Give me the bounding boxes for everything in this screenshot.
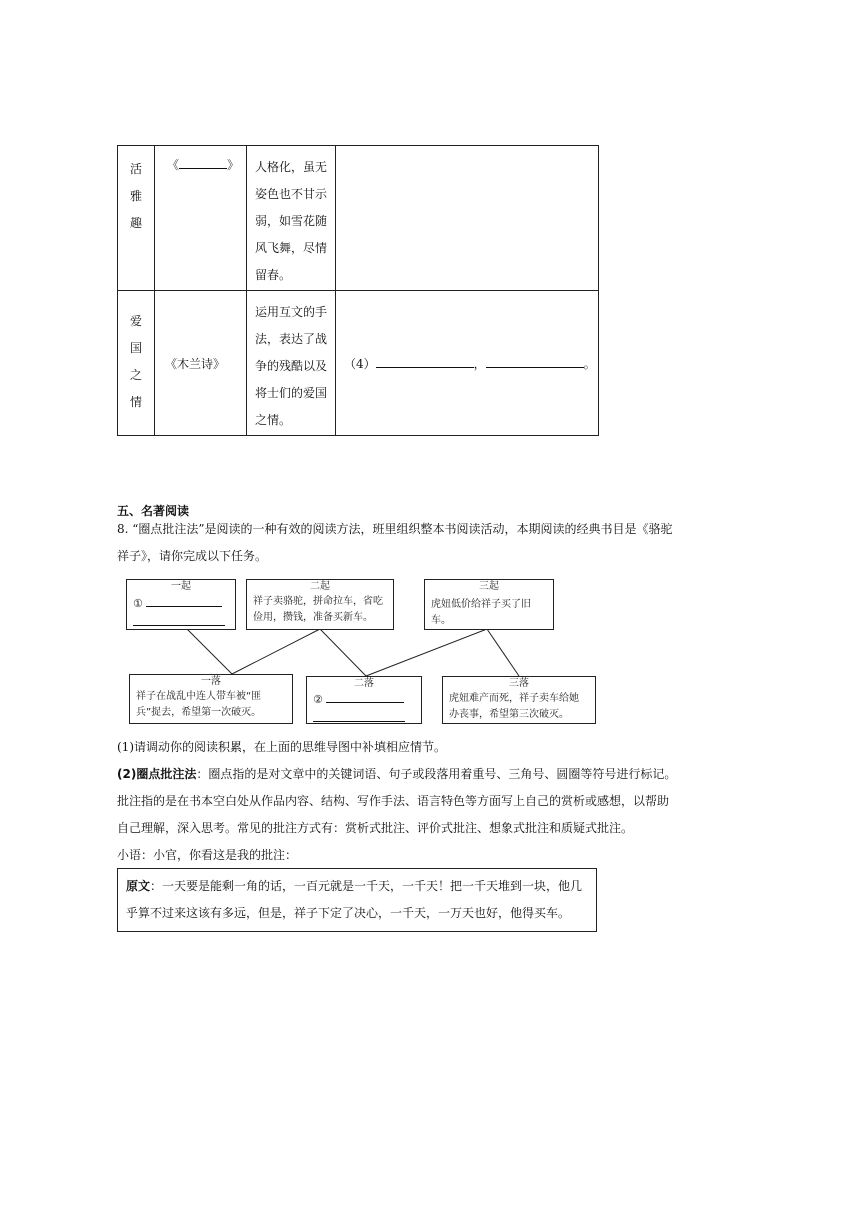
theme-char: 活 <box>129 162 142 176</box>
box-title: 二落 <box>354 678 374 689</box>
desc-line: 法，表达了战 <box>255 332 328 346</box>
question-line: 8. “圈点批注法”是阅读的一种有效的阅读方法，班里组织整本书阅读活动，本期阅读的经典书目是《骆驼 <box>117 522 673 536</box>
mindmap-box-up2 <box>246 579 394 630</box>
task-2-line: 批注指的是在书本空白处从作品内容、结构、写作手法、语言特色等方面写上自己的赏析或感想，以帮助 <box>117 794 670 808</box>
task-2-heading: (2)圈点批注法 <box>117 767 197 781</box>
blank-number: ① <box>133 597 143 610</box>
quote-line: 乎算不过来这该有多远，但是，祥子下定了决心，一千天，一万天也好，他得买车。 <box>126 906 571 920</box>
task-text <box>117 734 717 869</box>
box-title: 三落 <box>509 678 529 689</box>
plot-blank-2a[interactable] <box>326 691 404 703</box>
dialogue-line: 小语：小官，你看这是我的批注： <box>117 848 298 862</box>
mindmap-box-up1 <box>126 579 236 630</box>
plot-blank-1a[interactable] <box>146 595 222 607</box>
task-2-line <box>117 761 717 788</box>
question-line: 祥子》，请你完成以下任务。 <box>117 549 268 563</box>
plot-blank-2b[interactable] <box>313 710 405 722</box>
box-line: 虎妞难产而死，祥子卖车给她 <box>449 693 579 704</box>
theme-char: 爱 <box>129 314 142 328</box>
desc-line: 弱，如雪花随 <box>255 214 328 228</box>
mindmap-box-up3 <box>424 579 554 630</box>
theme-char: 雅 <box>129 189 142 203</box>
box-line: 俭用，攒钱，准备买新车。 <box>253 612 373 623</box>
mindmap-box-down2 <box>306 676 422 724</box>
desc-line: 风飞舞，尽情 <box>255 241 328 255</box>
quote-text: 一天要是能剩一角的话，一百元就是一千天，一千天！把一千天堆到一块，他几 <box>162 879 583 893</box>
desc-line: 争的残酷以及 <box>255 359 328 373</box>
desc-line: 之情。 <box>255 413 292 427</box>
section-title: 五、名著阅读 <box>117 504 190 518</box>
box-title: 一落 <box>201 676 221 687</box>
box-line: 兵”捉去，希望第一次破灭。 <box>136 707 262 718</box>
desc-line: 留春。 <box>255 268 292 282</box>
desc-line: 将士们的爱国 <box>255 386 328 400</box>
desc-line: 运用互文的手 <box>255 305 328 319</box>
theme-char: 国 <box>129 341 142 355</box>
theme-char: 之 <box>129 368 142 382</box>
box-line: 虎妞低价给祥子买了旧车。 <box>431 599 531 626</box>
quote-box <box>117 868 597 932</box>
answer-end: 。 <box>583 356 596 371</box>
answer-separator: ， <box>473 356 486 371</box>
title-open-bracket: 《 <box>167 158 180 172</box>
mindmap-box-down1 <box>129 674 293 724</box>
quote-colon: ： <box>150 879 163 893</box>
box-title: 二起 <box>310 581 330 592</box>
quote-label: 原文 <box>126 879 151 893</box>
book-title: 《木兰诗》 <box>165 356 226 371</box>
task-2-text: ：圈点指的是对文章中的关键词语、句子或段落用着重号、三角号、圆圈等符号进行标记。 <box>196 767 677 781</box>
theme-char: 趣 <box>129 216 142 230</box>
title-close-bracket: 》 <box>227 158 240 172</box>
box-title: 三起 <box>479 581 499 592</box>
box-line: 办丧事，希望第三次破灭。 <box>449 709 569 720</box>
plot-blank-1b[interactable] <box>133 614 225 626</box>
task-1: (1)请调动你的阅读积累，在上面的思维导图中补填相应情节。 <box>117 740 447 754</box>
task-2-line: 自己理解，深入思考。常见的批注方式有：赏析式批注、评价式批注、想象式批注和质疑式批注。 <box>117 821 634 835</box>
theme-char: 情 <box>129 395 142 409</box>
mindmap-box-down3 <box>442 676 596 724</box>
box-line: 祥子卖骆驼，拼命拉车，省吃 <box>253 596 383 607</box>
desc-line: 人格化，虽无 <box>255 160 328 174</box>
quote-line <box>126 873 596 900</box>
box-title: 一起 <box>171 581 191 592</box>
desc-line: 姿色也不甘示 <box>255 187 328 201</box>
answer-number: （4） <box>344 356 376 371</box>
blank-number: ② <box>313 693 323 706</box>
box-line: 祥子在战乱中连人带车被“匪 <box>136 691 262 702</box>
